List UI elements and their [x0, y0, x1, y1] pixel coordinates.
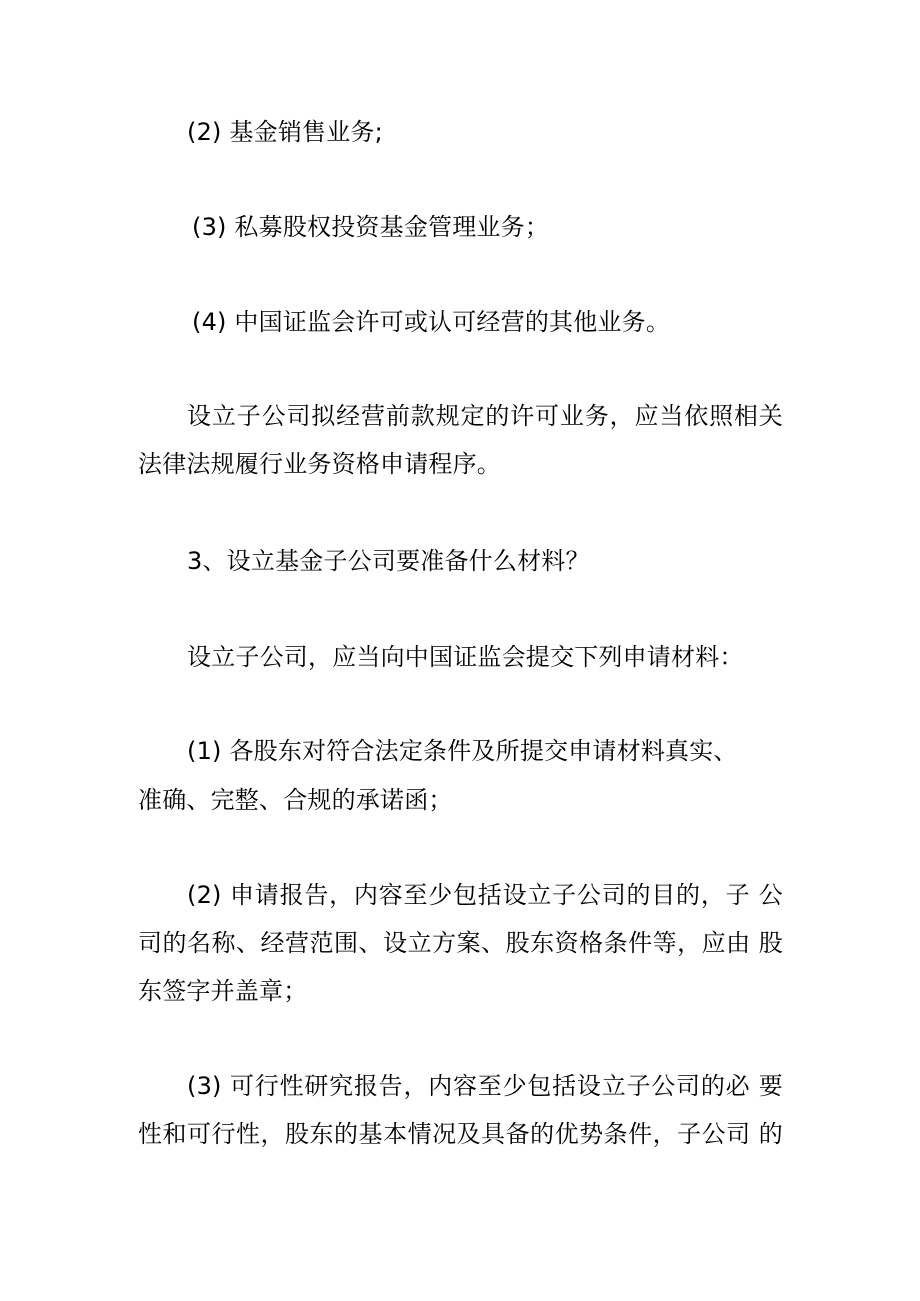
material-2-application-report-line-1: (2) 申请报告，内容至少包括设立子公司的目的，子 公	[187, 881, 783, 909]
item-4-other-business-line-1: (4) 中国证监会许可或认可经营的其他业务。	[192, 308, 671, 336]
para-submit-materials-line-1: 设立子公司，应当向中国证监会提交下列申请材料：	[187, 643, 744, 671]
material-3-feasibility-report-line-2: 性和可行性，股东的基本情况及具备的优势条件，子公司 的	[138, 1120, 783, 1148]
material-3-feasibility-report-line-1: (3) 可行性研究报告，内容至少包括设立子公司的必 要	[187, 1072, 783, 1100]
material-1-commitment-line-2: 准确、完整、合规的承诺函；	[138, 786, 453, 814]
material-2-application-report-line-2: 司的名称、经营范围、设立方案、股东资格条件等，应由 股	[138, 929, 783, 957]
para-license-application-line-2: 法律法规履行业务资格申请程序。	[138, 450, 501, 478]
material-2-application-report-line-3: 东签字并盖章；	[138, 977, 308, 1005]
material-1-commitment-line-1: (1) 各股东对符合法定条件及所提交申请材料真实、	[187, 737, 738, 765]
item-3-private-equity-line-1: (3) 私募股权投资基金管理业务；	[192, 213, 550, 241]
section-3-heading: 3、设立基金子公司要准备什么材料？	[187, 547, 590, 575]
item-2-fund-sales-line-1: (2) 基金销售业务;	[187, 118, 383, 146]
para-license-application-line-1: 设立子公司拟经营前款规定的许可业务，应当依照相关	[187, 402, 783, 430]
